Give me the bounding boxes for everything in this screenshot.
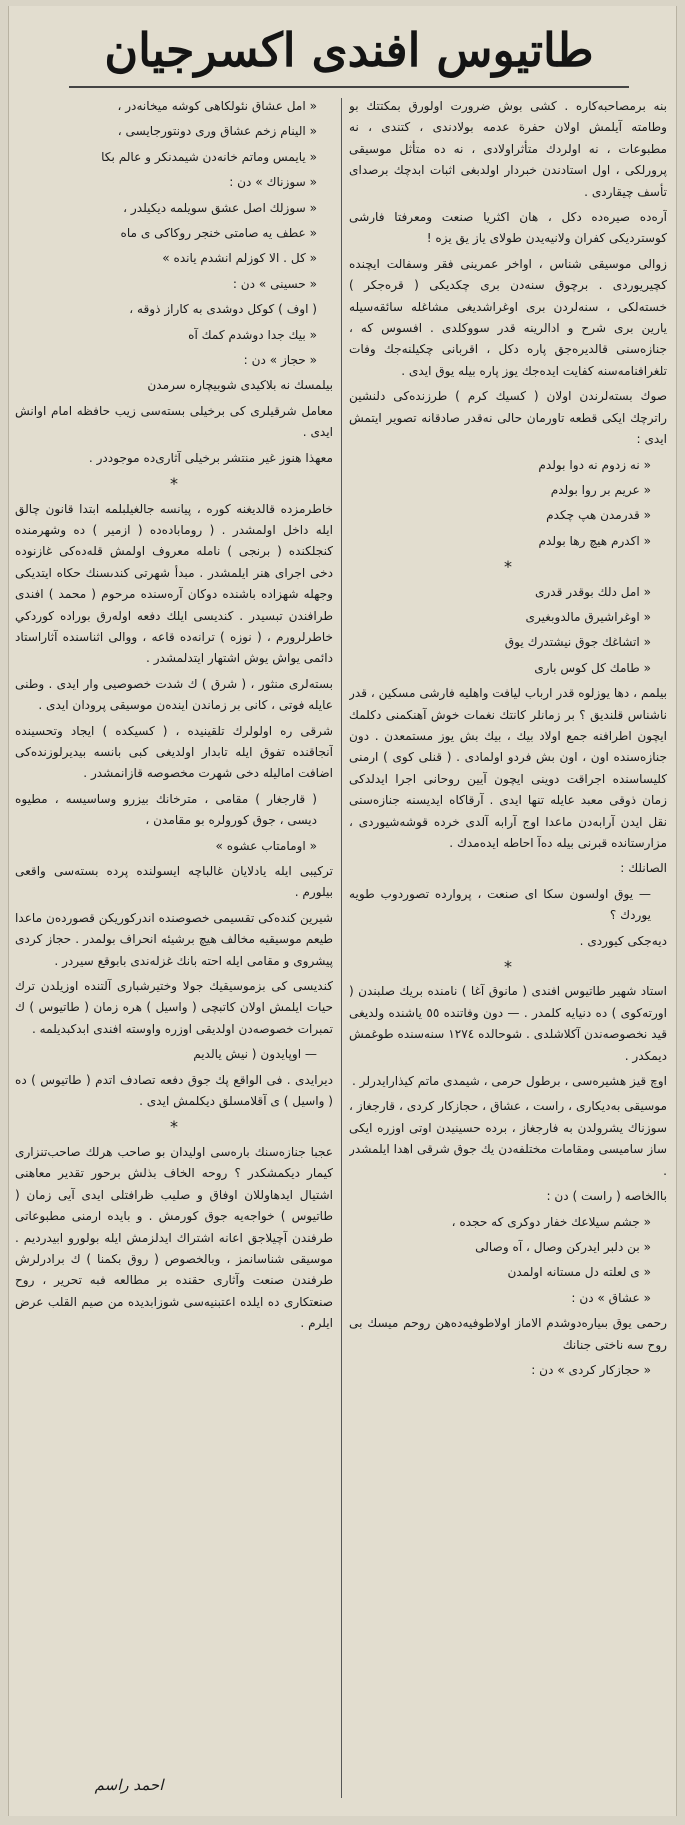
- paragraph: « اومامتاب عشوه »: [215, 838, 317, 853]
- paragraph: كنديسى كى بزموسيقيك جولا وختيرشبارى آلتنده اوزيلدن ترك حيات ايلمش اولان كاتبچى ( واسيل ) هره زمان ( طاتيوس ) ك تمبرات خصوصه‌دن اولديقى اوزره واوسته افندى ابدكبديلمه .: [15, 979, 333, 1036]
- paragraph: « نه زدوم نه دوا بولدم: [538, 457, 651, 472]
- paragraph: — اوپايدون ( نيش يالديم: [193, 1047, 317, 1062]
- paragraph: عجبا جنازەسنك باره‌سى اوليدان بو صاحب هرلك صاحب‌تنزارى كيمار ديكمشكدر ؟ روحه الخاف بذلش برحور تقدير معاهنى اشتيال ايدهاوللان اوفاق و صليب ظرافتلى ايدى آيى زمان ( طاتيوس ) خواجه‌يه جوق كورمش . و بايده ارمنى مطبوعاتى طرفندن آچيلاجق اعانه اشتراك ايدلزمش ايله بولورو ابيدرديم . موسيقى شناسانمز ، وبالخصوص ( روق بكمنا ) ك برادرلرش طرفندن صنعت وآثارى حقنده بر مطالعه فبه تحرير ، روح صنعتكارى ده ايلده اعتبنيه‌سى شوزابديده من صيم القلب عرض ايلرم .: [15, 1144, 333, 1331]
- paragraph: « امل عشاق نئولكاهى كوشه ميخانه‌در ،: [117, 99, 317, 113]
- right-column: [349, 96, 667, 1801]
- paragraph: « جشم سيلاعك خفار دوكرى كه حجده ،: [451, 1214, 651, 1229]
- article-title: طاتيوس افندى اكسرجيان: [69, 14, 629, 88]
- paragraph: آرەده صيره‌ده دكل ، هان اكثريا صنعت ومعرفتا فارشى كوسترديكى كفران ولانيه‌يدن طولاى ياز يق يزه !: [349, 210, 667, 246]
- paragraph: شيرين كندەكى تقسيمى خصوصنده اندركوريكن قصوردەن ماعدا طيعم موسيقيه مخالف هيچ برشيئه انحراف بولمدر . حجاز كردى پيشروى و مقامى ايله احته بانك غزلەندى بابوقع سيردر .: [15, 910, 333, 968]
- paragraph: « ى لعلته دل مستانه اولمدن: [507, 1265, 651, 1280]
- paragraph: « حجازكار كردى » دن :: [531, 1362, 651, 1377]
- section-separator: *: [504, 957, 512, 977]
- paragraph: « الينام زخم عشاق ورى دونتورجايسى ،: [117, 124, 317, 139]
- paragraph: شرقى ره اولولرك تلقينيده ، ( كسيكده ) ايجاد وتحسينده آنجاقنده تفوق ايله تابدار اولديغى كبى بانسه بيديرلوزنده‌كى اضافت اماليله دخى شهرت مخصوصه قازانمشدر .: [15, 723, 333, 781]
- paragraph: « بيك جدا دوشدم كمك آه: [188, 327, 317, 342]
- paragraph: « عريم بر روا بولدم: [550, 482, 651, 497]
- paragraph: معهذا هنوز غير منتشر برخيلى آثارى‌ده موجوددر .: [88, 450, 333, 465]
- paragraph: ديه‌جكى كيوردى .: [579, 933, 667, 948]
- paragraph: « قدرمدن هپ چكدم: [546, 508, 651, 523]
- paragraph: زوالى موسيقى شناس ، اواخر عمرينى فقر وسفالت ايچنده كچيريوردى . برچوق سنه‌دن برى چكديكى ( قرەجكر ) خسته‌لكى ، سنه‌لردن برى اوغراشديغى مشاغله سائقه‌سيله يارين برى شرح و ادالرينه قدر سووكلدى . افسوس كه ، جنازه‌سنى قالديره‌جق پاره دكل ، اقربانى چكيلنه‌جك وفات تلغرافنامه‌سنه كفايت ايدەجك يوز پاره بيله يوق ايدى .: [349, 256, 667, 378]
- paragraph: موسيقى به‌ديكارى ، راست ، عشاق ، حجازكار كردى ، قارجغاز ، سوزناك يشرولدن به فارجغاز ، برده حسينيدن اوتى اوزره ايكى ساز ساميسى ومقامات مختلفه‌دن يك جوق شرقى اهدا ايلمشدر .: [349, 1099, 667, 1178]
- paragraph: بنه برمصاحبه‌كاره . كشى بوش ضرورت اولورق بمكتتك بو وطامته آيلمش اولان حفرة عدمه بولادندى ، كتندى ، نه مطبوعات ، نه اولردك متأثراولادى ، نه ده متأثل موسيقى پرورلكى ، اول استادندن خبردار اولدبغى اثبات ابدچك برصداى تأسف چيقاردى .: [349, 99, 667, 199]
- paragraph: « حسينى » دن :: [232, 276, 317, 291]
- column-divider: [341, 98, 342, 1798]
- paragraph: صوك بسته‌لرندن اولان ( كسيك كرم ) طرزنده‌كى دلنشين راترچك ايكى قطعه تاورمان حالى نەقدر صادقانه تصوير ايتمش ايدى :: [349, 389, 667, 447]
- paragraph: « طامك كل كوس بارى: [534, 660, 651, 675]
- paragraph: « عطف يه صامتى خنجر روكاكى ى ماه: [120, 226, 317, 241]
- paragraph: ( اوف ) كوكل دوشدى به كاراز ذوقه ،: [129, 302, 317, 317]
- paragraph: « بن دلبر ايدركن وصال ، آه وصالى: [475, 1239, 651, 1254]
- paragraph: « حجاز » دن :: [243, 353, 317, 368]
- paragraph: بيلمسك نه بلاكيدى شوبيچاره سرمدن: [147, 378, 333, 393]
- paragraph: بسته‌لرى منثور ، ( شرق ) ك شدت خصوصيى وار ايدى . وطنى عايله فوتى ، كانى بر زماندن ايندەن موسيقى پرودان ايدى .: [15, 676, 333, 713]
- paragraph: معامل شرقيلرى كى برخيلى بسته‌سى زيب حافظه امام اوانش ايدى .: [15, 403, 333, 440]
- paragraph: اوچ قيز هشيرەسى ، برطول حرمى ، شيمدى ماتم كيذارايدرلر .: [351, 1074, 667, 1089]
- paragraph: « سوزلك اصل عشق سويلمه ديكيلدر ،: [123, 200, 317, 215]
- paragraph: رحمى يوق بىيارەدوشدم الاماز اولاطوفيه‌ده‌هن روحم ميسك بى روح سه ناختى جنانك: [349, 1316, 667, 1352]
- paragraph: خاطرمزده قالديغنه كوره ، پيانسه جالغيلبلمه ابتدا قانون چالق ايله داخل اولمشدر . ( روماباده‌ده ( ازمير ) ده وشهرمنده كنجلكنده ( برنجى ) نامله معروف اولمش قلەدەكى غازنوده دخى اجراى هنر ايلمشدر . مبدأ شهرتى كندىسنك حكاه ايتديكى وجهله شهزاده باشنده دوكان آرەسنده مرحوم ( محمد ) افندى طرافندن تبسيدر . كنديسى ايلك دفعه اولەرق بوراده كوردكي خاطرلرورم ، ( نوزه ) ترانه‌ده قاعه ، ووالى اثناسنده آثاراستاد دائمى يواش يوش اشتهار ايتدلمشدر .: [15, 501, 333, 666]
- paragraph: ديرايدى . فى الواقع پك جوق دفعه تصادف اتدم ( طاتيوس ) ده ( واسيل ) ى آقلامسلق ديكلمش ايدى .: [15, 1072, 333, 1109]
- paragraph: « سوزناك » دن :: [229, 175, 317, 190]
- paragraph: باالخاصه ( راست ) دن :: [546, 1189, 667, 1204]
- paragraph: الصانلك :: [620, 861, 667, 876]
- section-separator: *: [504, 557, 512, 577]
- paragraph: « اكدرم هيچ رها بولدم: [538, 533, 651, 548]
- paragraph: « امل دلك بوقدر قدرى: [534, 584, 651, 599]
- author-signature: احمد راسم: [94, 1776, 164, 1794]
- paragraph: « اوغراشيرق مالدوبغيرى: [525, 609, 651, 624]
- section-separator: *: [170, 1117, 178, 1137]
- paragraph: — يوق اولسون سكا اى صنعت ، پروارده تصوردوب طويه يوردك ؟: [349, 886, 651, 923]
- paragraph: « اتشاغك جوق نيشتدرك يوق: [504, 635, 651, 650]
- newspaper-page: [8, 6, 677, 1816]
- paragraph: « يايمس وماتم خانه‌دن شيمدنكر و عالم بكا: [101, 149, 317, 164]
- section-separator: *: [170, 474, 178, 494]
- paragraph: بيلمم ، دها يوزلوه قدر ارباب ليافت واهليه فارشى مسكين ، قدر ناشناس قلنديق ؟ بر زمانلر كانتك نغمات خوش آهنكمنى دكلمك ايچون اطرافنه جمع اولاد بيك ، بيك بش يوز مستمعدن . دون جنازه‌سنده اون ، اون بش فردو اولمادى . ( قنلى كوى ) ارمنى كليساسنده اجراقت دوينى ايچون آيين روحانى اجرا ايدلدكى زمان ذوقى معبد عايله تنها ايدى . آرقاكاه ايديسنه جنازەسنى نقل ايدن آرابه‌دن ماعدا اوج آرابه آلدى خرده قوشەشيوردى ، مزارستانده قبرنى بيله ده‌آ احاطه ايده‌مدك .: [349, 686, 667, 850]
- paragraph: « عشاق » دن :: [571, 1290, 651, 1305]
- left-column: [15, 96, 333, 1801]
- paragraph: « كل . الا كوزلم انشدم يانده »: [162, 251, 317, 266]
- paragraph: استاد شهير طاتيوس افندى ( مانوق آغا ) نامنده بريك صلبندن ( اورتەكوى ) ده دنيايه كلمدر . — دون وفاتنده ٥٥ ياشنده ولديغى قيد نخصوصەندن آكلاشلدى . شوحالده ١٢٧٤ سنه‌سنده طوغمش ديمكدر .: [349, 984, 667, 1063]
- paragraph: ( قارجغار ) مقامى ، مترخانك بيزرو وساسيسه ، مطيوه ديسى ، جوق كورولره بو مقامدن ،: [15, 791, 317, 828]
- paragraph: تركيبى ايله يادلايان غالباچه ايسولنده پرده بسته‌سى واقعى بيلورم .: [15, 864, 333, 900]
